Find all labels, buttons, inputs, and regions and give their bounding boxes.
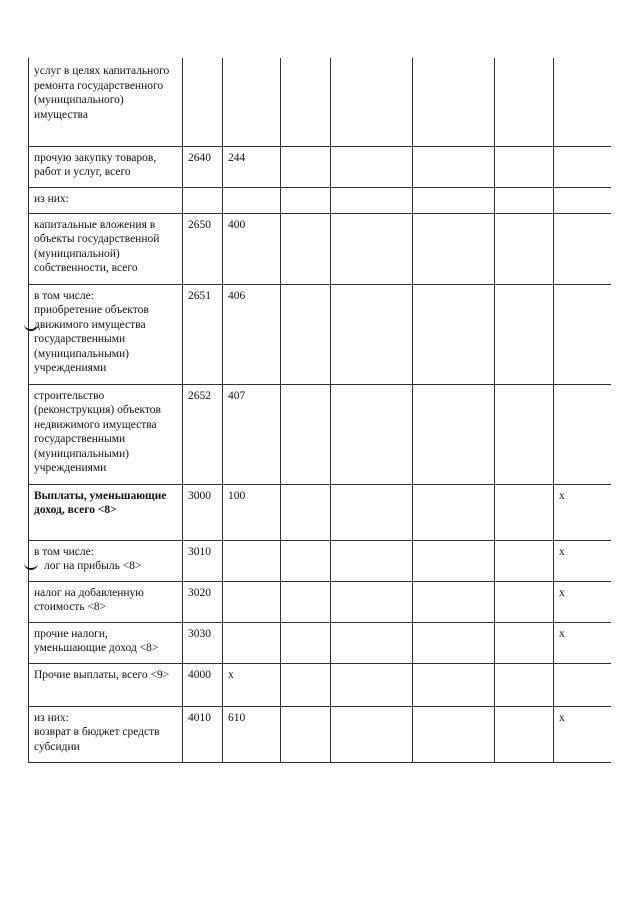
row-code: 3010	[183, 540, 223, 581]
row-name: капитальные вложения в объекты государственной (муниципальной) собственности, всего	[29, 213, 183, 284]
row-kbk: 100	[223, 484, 281, 540]
row-kbk: 400	[223, 213, 281, 284]
row-name-line1: в том числе:	[34, 545, 94, 558]
row-name: Выплаты, уменьшающие доход, всего <8>	[29, 484, 183, 540]
row-kbk: x	[223, 663, 281, 706]
row-kbk	[223, 187, 281, 213]
row-name: строительство (реконструкция) объектов недвижимого имущества государственными (муниципальными) учреждениями	[29, 384, 183, 484]
table-row	[29, 581, 611, 622]
row-mark: x	[554, 706, 611, 762]
row-kbk: 407	[223, 384, 281, 484]
row-name	[29, 540, 183, 581]
table-row	[29, 284, 611, 384]
row-mark	[554, 187, 611, 213]
row-code	[183, 58, 223, 146]
row-name-line1: в том числе:	[34, 289, 94, 302]
row-name: прочие налоги, уменьшающие доход <8>	[29, 622, 183, 663]
row-mark	[554, 663, 611, 706]
row-code: 2650	[183, 213, 223, 284]
row-code: 4000	[183, 663, 223, 706]
row-code: 4010	[183, 706, 223, 762]
row-mark: x	[554, 484, 611, 540]
row-name: услуг в целях капитального ремонта государственного (муниципального) имущества	[29, 58, 183, 146]
row-name	[29, 706, 183, 762]
row-code: 2652	[183, 384, 223, 484]
table-row	[29, 146, 611, 187]
row-name-line2: возврат в бюджет средств субсидии	[34, 726, 160, 753]
row-code: 3000	[183, 484, 223, 540]
table-row	[29, 384, 611, 484]
row-name: налог на добавленную стоимость <8>	[29, 581, 183, 622]
row-mark	[554, 284, 611, 384]
row-mark	[554, 58, 611, 146]
row-code	[183, 187, 223, 213]
table-row	[29, 540, 611, 581]
row-kbk	[223, 58, 281, 146]
table-row	[29, 706, 611, 762]
row-code: 3030	[183, 622, 223, 663]
row-name	[29, 284, 183, 384]
row-mark	[554, 213, 611, 284]
row-name: прочую закупку товаров, работ и услуг, всего	[29, 146, 183, 187]
row-name: из них:	[29, 187, 183, 213]
row-mark	[554, 384, 611, 484]
row-code: 3020	[183, 581, 223, 622]
row-code: 2651	[183, 284, 223, 384]
table-row	[29, 187, 611, 213]
row-mark: x	[554, 540, 611, 581]
table-row	[29, 484, 611, 540]
row-kbk: 244	[223, 146, 281, 187]
row-kbk: 406	[223, 284, 281, 384]
table-row	[29, 663, 611, 706]
row-name-line1: из них:	[34, 711, 69, 724]
row-kbk	[223, 622, 281, 663]
table-row	[29, 213, 611, 284]
row-kbk	[223, 540, 281, 581]
row-code: 2640	[183, 146, 223, 187]
row-mark: x	[554, 622, 611, 663]
row-name-line2: лог на прибыль <8>	[44, 560, 142, 572]
table-row	[29, 622, 611, 663]
row-kbk	[223, 581, 281, 622]
row-kbk: 610	[223, 706, 281, 762]
row-mark: x	[554, 581, 611, 622]
budget-table	[28, 58, 611, 763]
row-name: Прочие выплаты, всего <9>	[29, 663, 183, 706]
table-row	[29, 58, 611, 146]
row-name-line2: приобретение объектов движимого имущества государственными (муниципальными) учреждениями	[34, 304, 149, 374]
row-mark	[554, 146, 611, 187]
